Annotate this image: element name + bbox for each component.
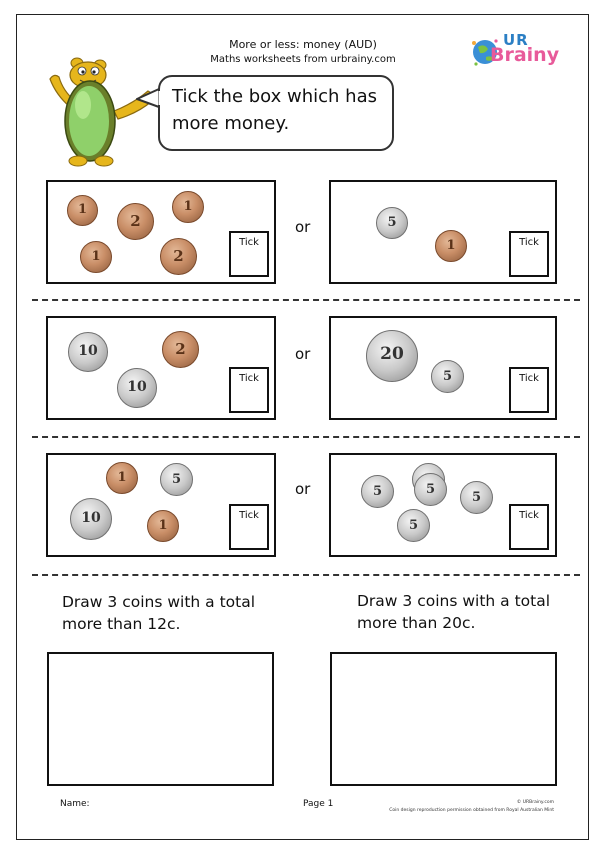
page-subtitle: Maths worksheets from urbrainy.com <box>210 54 396 65</box>
five-cent-coin: 5 <box>397 509 430 542</box>
coin-credit-text: Coin design reproduction permission obtained from Royal Australian Mint <box>389 808 554 813</box>
tick-label: Tick <box>519 237 539 248</box>
turtle-mascot <box>42 55 162 173</box>
five-cent-coin: 5 <box>431 360 464 393</box>
section-divider <box>32 436 580 438</box>
row3-left-tick-box[interactable] <box>229 504 269 550</box>
tick-label: Tick <box>519 510 539 521</box>
draw-answer-box-1[interactable] <box>47 652 274 786</box>
page-number: Page 1 <box>303 799 334 809</box>
draw-task-1: Draw 3 coins with a total more than 12c. <box>62 593 256 633</box>
tick-label: Tick <box>239 237 259 248</box>
or-label: or <box>295 345 311 363</box>
row3-right-tick-box[interactable] <box>509 504 549 550</box>
section-divider <box>32 574 580 576</box>
one-cent-coin: 1 <box>147 510 179 542</box>
urbrainy-logo: UR Brainy <box>470 31 570 75</box>
two-cent-coin: 2 <box>162 331 199 368</box>
two-cent-coin: 2 <box>117 203 154 240</box>
ten-cent-coin: 10 <box>70 498 112 540</box>
or-label: or <box>295 480 311 498</box>
row1-right-tick-box[interactable] <box>509 231 549 277</box>
one-cent-coin: 1 <box>106 462 138 494</box>
ten-cent-coin: 10 <box>117 368 157 408</box>
two-cent-coin: 2 <box>160 238 197 275</box>
twenty-cent-coin: 20 <box>366 330 418 382</box>
row2-right-tick-box[interactable] <box>509 367 549 413</box>
five-cent-coin: 5 <box>376 207 408 239</box>
one-cent-coin: 1 <box>80 241 112 273</box>
row2-left-tick-box[interactable] <box>229 367 269 413</box>
ten-cent-coin: 10 <box>68 332 108 372</box>
tick-label: Tick <box>519 373 539 384</box>
copyright-text: © URBrainy.com <box>516 800 554 805</box>
five-cent-coin: 5 <box>460 481 493 514</box>
tick-label: Tick <box>239 510 259 521</box>
speech-bubble-tail <box>136 86 164 112</box>
five-cent-coin: 5 <box>361 475 394 508</box>
five-cent-coin: 5 <box>160 463 193 496</box>
name-label: Name: <box>60 799 90 809</box>
tick-label: Tick <box>239 373 259 384</box>
draw-answer-box-2[interactable] <box>330 652 557 786</box>
row1-left-tick-box[interactable] <box>229 231 269 277</box>
one-cent-coin: 1 <box>67 195 98 226</box>
section-divider <box>32 299 580 301</box>
one-cent-coin: 1 <box>172 191 204 223</box>
five-cent-coin: 5 <box>414 473 447 506</box>
instruction-text: Tick the box which has more money. <box>172 86 377 134</box>
draw-task-2: Draw 3 coins with a total more than 20c. <box>357 592 551 632</box>
one-cent-coin: 1 <box>435 230 467 262</box>
or-label: or <box>295 218 311 236</box>
page-title: More or less: money (AUD) <box>229 38 377 51</box>
